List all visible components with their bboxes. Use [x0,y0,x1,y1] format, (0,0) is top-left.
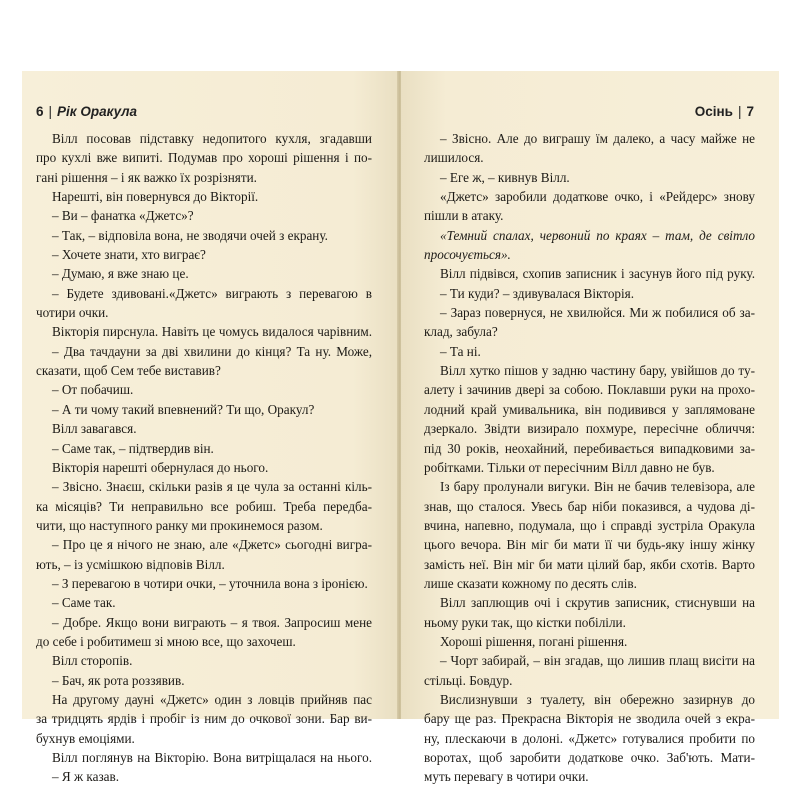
text-line: робітками. Тільки от пересічним Вілл давно не був. [424,459,715,475]
text-line: алету і зачинив двері за собою. Поклавши руки на прохо- [424,382,755,398]
text-line: – Про це я нічого не знаю, але «Джетс» сьогодні вигра- [52,537,372,553]
right-page-header [695,104,754,119]
text-line: гані рішення – і як важко їх розрізняти. [36,169,257,185]
text-line: – Еге ж, – кивнув Вілл. [440,169,570,185]
text-line: – Я ж казав. [52,769,120,785]
header-separator: | [48,104,53,119]
text-line: ньому руки так, що кістки побіліли. [424,614,626,630]
text-line: Вислизнувши з туалету, він обережно зазирнув до [440,691,755,707]
text-line: під 30 років, неохайний, перебивається випадковими за- [424,440,755,456]
text-line: ка місяців? Ти неправильно все робиш. Треба передба- [36,498,372,514]
text-line: – Ви – фанатка «Джетс»? [52,208,194,224]
text-line: Вілл посовав підставку недопитого кухля, згадавши [52,131,372,146]
text-line: Вілл поглянув на Вікторію. Вона витріщалася на нього. [52,750,372,765]
text-line: Хороші рішення, погані рішення. [440,633,628,649]
text-line: Вікторія пирснула. Навіть це чомусь видалося чарівним. [52,324,372,340]
text-line: – Саме так, – підтвердив він. [52,440,214,456]
header-separator: | [737,104,742,119]
left-page [22,71,398,785]
text-line: – Бач, як рота роззявив. [52,672,185,688]
text-line: – Хочете знати, хто виграє? [52,247,206,263]
text-line: за тридцять ярдів і пробіг із ним до очкової зони. Бар ви- [36,711,372,727]
text-line: – Звісно. Знаєш, скільки разів я це чула за останні кіль- [52,479,372,495]
text-line: дзеркало. Звідти визирало похмуре, пересічне обличчя: [424,421,755,437]
text-line: – Будете здивовані.«Джетс» виграють з перевагою в [52,285,372,301]
text-line: Вілл сторопів. [52,653,133,669]
text-line: бару ще раз. Прекрасна Вікторія не зводила очей з екра- [424,711,755,727]
text-line: замість неї. Він міг би мати цілий бар, якби схотів. Варто [424,556,755,572]
running-title: Рік Оракула [57,104,138,119]
page-number: 6 [36,104,44,119]
text-line: «Темний спалах, червоний по краях – там, де світло [440,227,755,243]
text-line: про кухлі вже випиті. Подумав про хороші рішення і по- [36,150,372,166]
left-page-header [36,104,137,119]
text-line: воротах, щоб заробити додаткове очко. Заб'ють. Мати- [424,750,755,765]
text-line: Вілл підвівся, схопив записник і засунув його під руку. [440,266,755,282]
text-line: лодний край умивальника, він подивився у заплямоване [424,401,755,417]
text-line: вчина, напевно, подумала, що і справді зустріла Оракула [424,517,755,533]
text-line: муть перевагу в чотири очки. [424,769,589,785]
right-page [401,71,779,785]
text-line: до себе і робитимеш зі мною все, що захочеш. [36,633,296,649]
text-line: Вілл хутко пішов у задню частину бару, увійшов до ту- [440,363,755,379]
text-line: знав, що сталося. Увесь бар ніби показився, а чудова ді- [424,498,755,514]
text-line: лише сказати кожному по десять слів. [424,575,637,591]
text-line: – Думаю, я вже знаю це. [52,266,189,282]
text-line: Вікторія нарешті обернулася до нього. [52,459,269,475]
text-line: – Зараз повернуся, не хвилюйся. Ми ж побилися об за- [440,305,755,321]
text-line: клад, забула? [424,324,498,340]
text-line: сказати, щоб Сем тебе виставив? [36,363,221,379]
text-line: – Так, – відповіла вона, не зводячи очей з екрану. [52,227,328,243]
text-line: – З перевагою в чотири очки, – уточнила вона з іронією. [52,575,368,591]
page-number: 7 [746,104,754,119]
text-line: бухнув емоціями. [36,730,135,746]
text-line: ють, – із усмішкою відповів Вілл. [36,556,225,572]
text-line: пішли в атаку. [424,208,504,224]
text-line: – От побачиш. [52,382,134,398]
text-line: – Та ні. [440,343,481,359]
text-line: Вілл завагався. [52,421,137,437]
text-line: – Чорт забирай, – він згадав, що лишив плащ висіти на [440,653,755,669]
running-title: Осінь [694,104,733,119]
text-line: – Добре. Якщо вони виграють – я твоя. Запросиш мене [52,614,372,630]
text-line: «Джетс» заробили додаткове очко, і «Рейдерс» знову [440,189,755,205]
left-page-text [36,129,372,787]
text-line: – Звісно. Але до виграшу їм далеко, а часу майже не [440,131,755,146]
text-line: чити, що наступного ранку ми прокинемося разом. [36,517,323,533]
text-line: – Два тачдауни за дві хвилини до кінця? Та ну. Може, [52,343,372,359]
text-line: На другому дауні «Джетс» один з ловців прийняв пас [52,691,372,707]
text-line: чотири очки. [36,305,109,321]
text-line: Із бару пролунали вигуки. Він не бачив телевізора, але [440,479,755,495]
text-line: лишилося. [424,150,484,166]
text-line: – Саме так. [52,595,116,611]
text-line: – Ти куди? – здивувалася Вікторія. [440,285,635,301]
text-line: просочується». [424,247,511,263]
right-page-text [424,129,755,787]
text-line: Вілл заплющив очі і скрутив записник, стиснувши на [440,595,755,611]
text-line: Нарешті, він повернувся до Вікторії. [52,189,259,205]
text-line: цього вечора. Він міг би мати її чи будь-яку іншу жінку [424,537,755,553]
text-line: ну, плескаючи в долоні. «Джетс» готувалися пробити по [424,730,755,746]
text-line: – А ти чому такий впевнений? Ти що, Оракул? [52,401,315,417]
text-line: стільці. Бовдур. [424,672,513,688]
